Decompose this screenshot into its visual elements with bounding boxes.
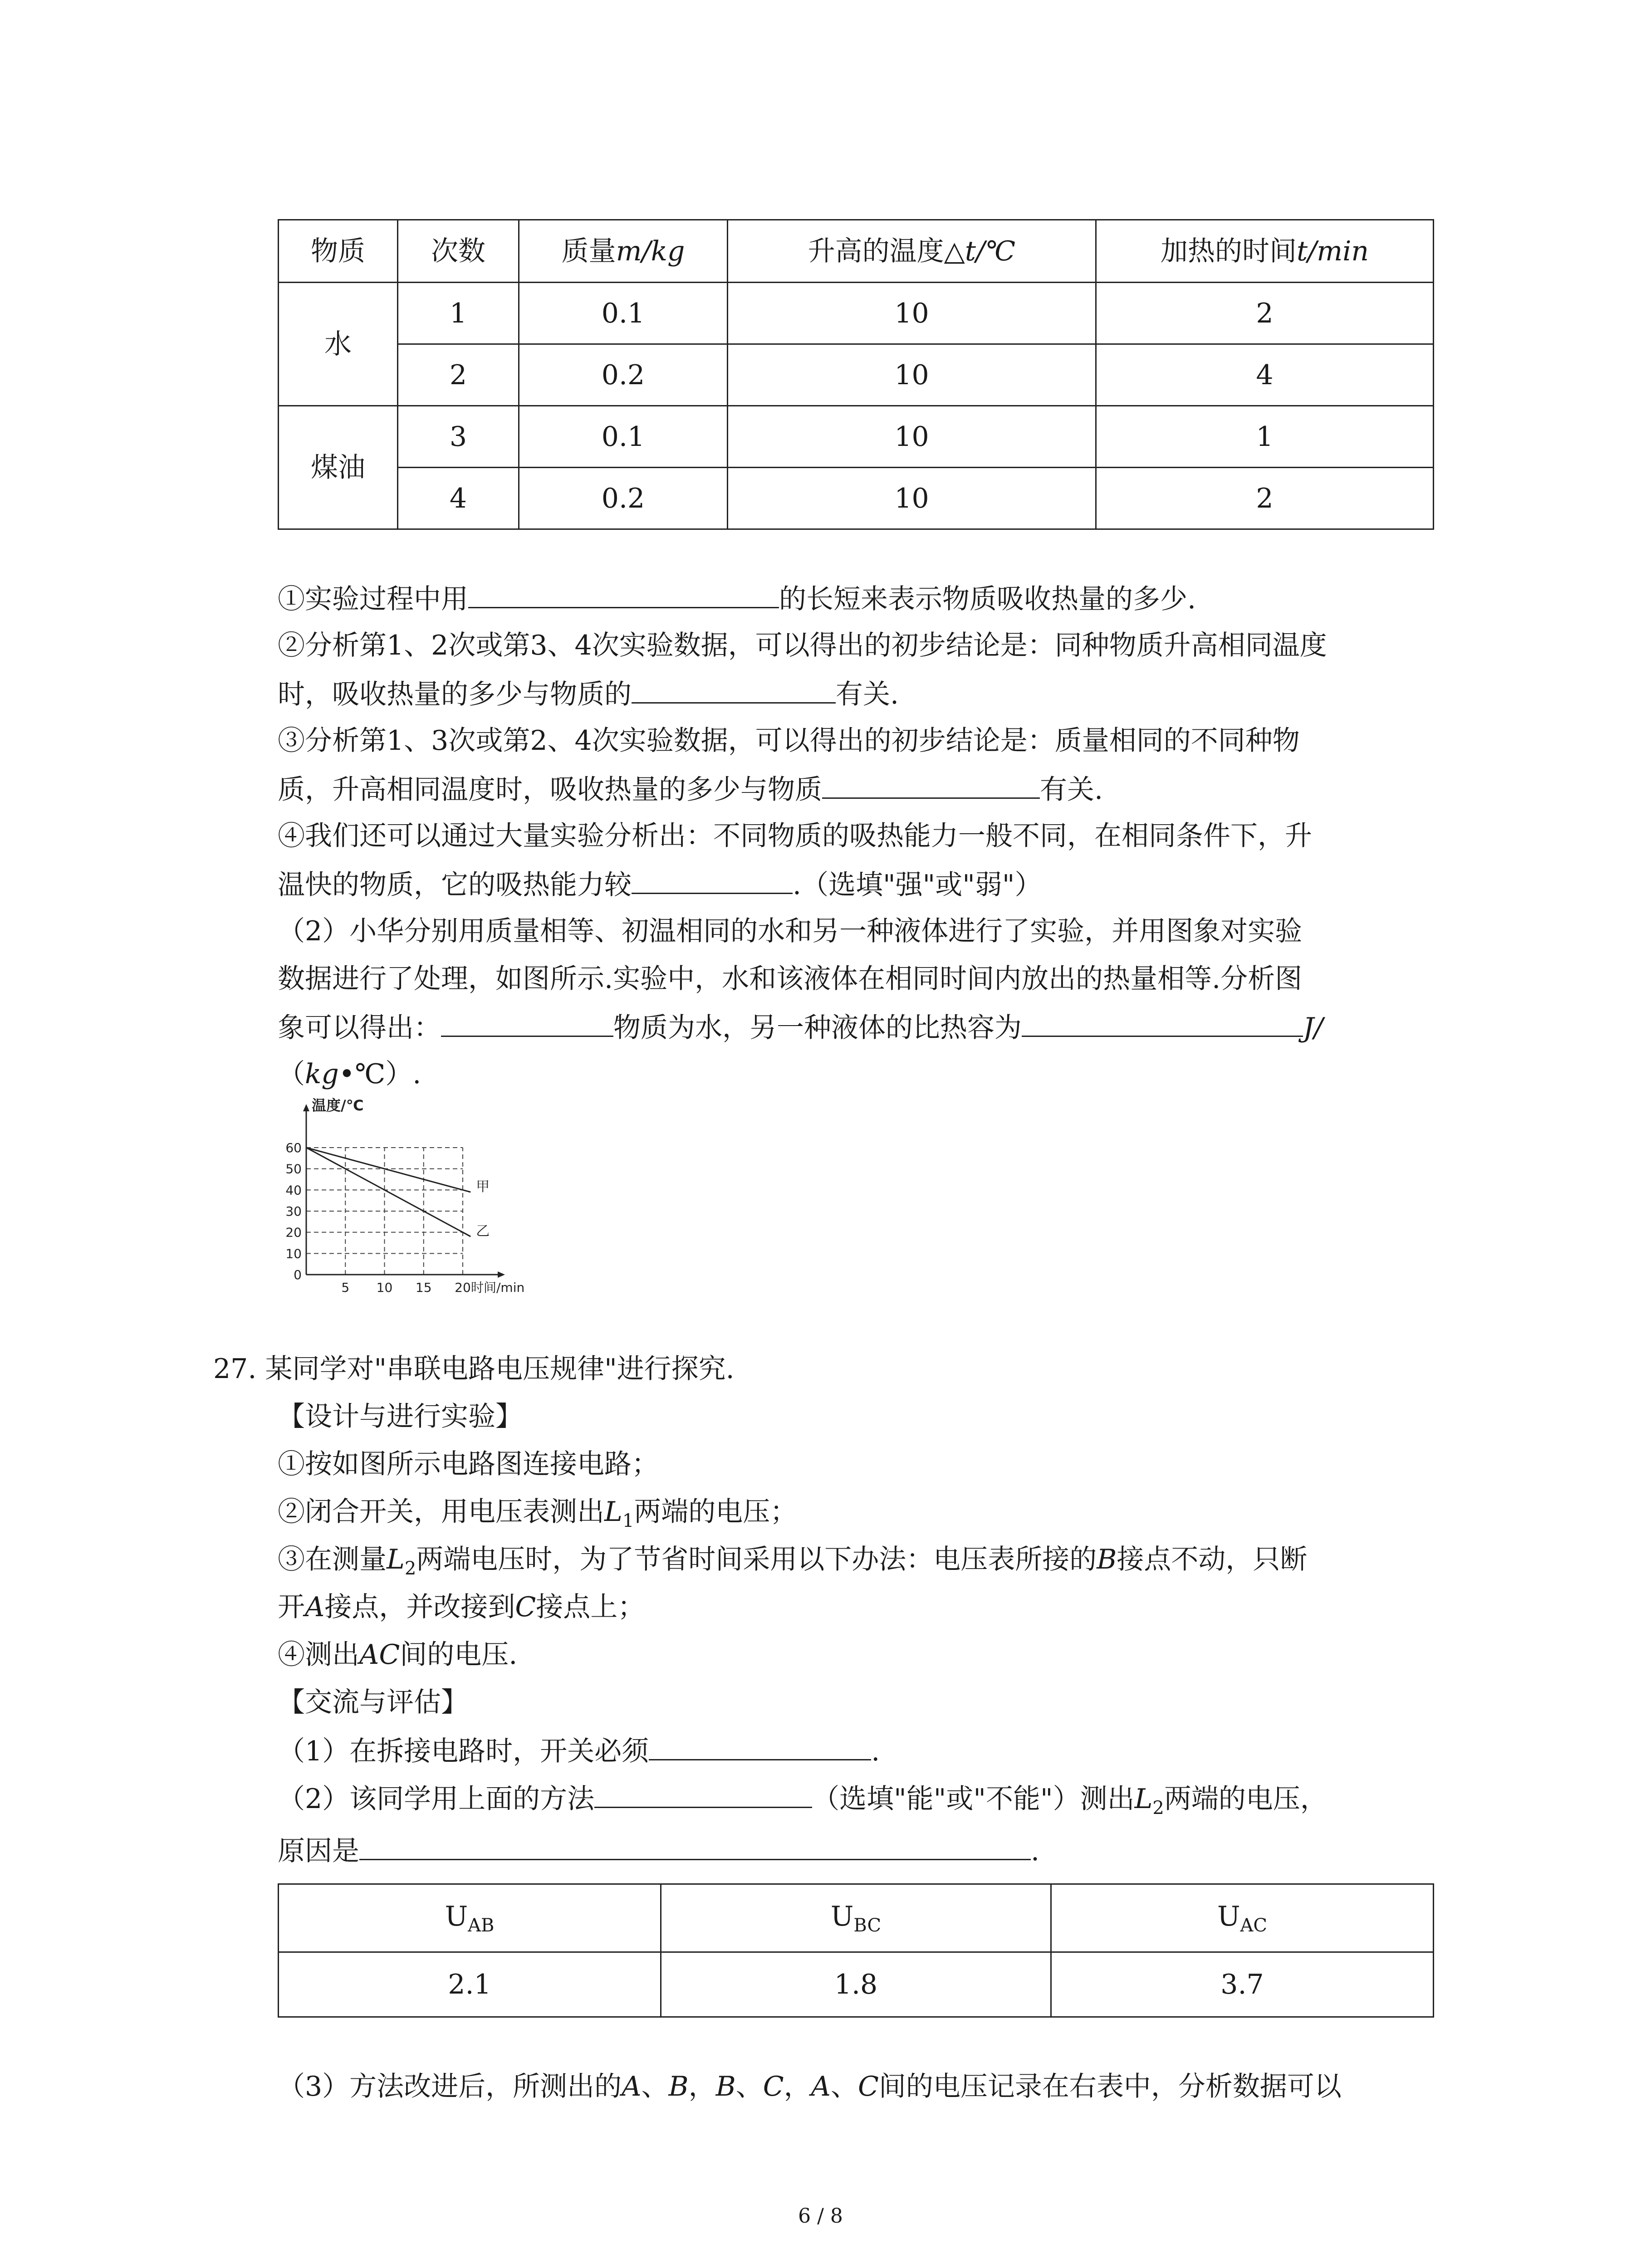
y-tick-label: 40 bbox=[285, 1183, 302, 1198]
voltage-table bbox=[278, 1883, 1434, 2018]
substance-kerosene: 煤油 bbox=[279, 406, 398, 529]
header-ubc: $U_{BC}$ bbox=[661, 1884, 1051, 1952]
answer-blank[interactable] bbox=[594, 1775, 812, 1808]
x-tick-label: 15 bbox=[415, 1280, 432, 1295]
q-line-4: ③分析第1、3次或第2、4次实验数据，可以得出的初步结论是：质量相同的不同种物 bbox=[278, 725, 1300, 757]
chart-grid bbox=[306, 1148, 463, 1275]
answer-blank[interactable] bbox=[1022, 1004, 1303, 1037]
chart-axes bbox=[303, 1104, 505, 1278]
answer-blank[interactable] bbox=[632, 861, 793, 894]
x-tick-label: 5 bbox=[341, 1280, 350, 1295]
x-tick-label: 20 bbox=[455, 1280, 471, 1295]
cell-mass: 0.2 bbox=[519, 468, 728, 529]
cell-dt: 10 bbox=[728, 283, 1096, 344]
y-tick-label: 30 bbox=[285, 1204, 302, 1219]
y-tick-label: 20 bbox=[285, 1225, 302, 1240]
value-ubc: 1.8 bbox=[661, 1952, 1051, 2017]
step-2: ②闭合开关，用电压表测出$L_1$两端的电压； bbox=[278, 1496, 798, 1531]
temperature-time-chart bbox=[272, 1098, 590, 1297]
table-row bbox=[279, 468, 1434, 529]
series-label-1: 甲 bbox=[476, 1179, 490, 1195]
value-uab: 2.1 bbox=[279, 1952, 661, 2017]
cell-dt: 10 bbox=[728, 406, 1096, 468]
table-row bbox=[279, 283, 1434, 344]
y-axis-arrow bbox=[303, 1104, 309, 1111]
q-line-9: 数据进行了处理，如图所示.实验中，水和该液体在相同时间内放出的热量相等.分析图 bbox=[278, 963, 1303, 995]
chart-labels bbox=[285, 1098, 524, 1295]
q-line-6: ④我们还可以通过大量实验分析出：不同物质的吸热能力一般不同，在相同条件下，升 bbox=[278, 820, 1312, 852]
eval-2-reason: 原因是 . bbox=[278, 1827, 1039, 1874]
q-line-10: 象可以得出： 物质为水，另一种液体的比热容为 J/ bbox=[278, 1004, 1323, 1051]
cell-time: 4 bbox=[1096, 344, 1434, 406]
y-tick-label: 10 bbox=[285, 1246, 302, 1261]
cell-mass: 0.1 bbox=[519, 406, 728, 468]
q27-title: 27. 某同学对"串联电路电压规律"进行探究. bbox=[213, 1353, 735, 1385]
answer-blank[interactable] bbox=[468, 575, 779, 608]
header-uab: $U_{AB}$ bbox=[279, 1884, 661, 1952]
y-axis-label: 温度/℃ bbox=[312, 1098, 364, 1114]
step-1: ①按如图所示电路图连接电路； bbox=[278, 1448, 659, 1480]
q-line-7: 温快的物质，它的吸热能力较 .（选填"强"或"弱"） bbox=[278, 861, 1042, 908]
header-uac: $U_{AC}$ bbox=[1051, 1884, 1434, 1952]
cell-dt: 10 bbox=[728, 468, 1096, 529]
cell-mass: 0.1 bbox=[519, 283, 728, 344]
eval-3: （3）方法改进后，所测出的A、B，B、C，A、C间的电压记录在右表中，分析数据可以 bbox=[278, 2071, 1342, 2102]
eval-2: （2）该同学用上面的方法 （选填"能"或"不能"）测出$L_2$两端的电压， bbox=[278, 1775, 1327, 1831]
y-tick-label: 0 bbox=[294, 1267, 302, 1282]
x-axis-arrow bbox=[498, 1271, 505, 1278]
header-mass: 质量m/kg bbox=[519, 220, 728, 283]
answer-blank[interactable] bbox=[649, 1727, 871, 1760]
eval-heading: 【交流与评估】 bbox=[278, 1686, 468, 1718]
voltage-header-row bbox=[279, 1884, 1434, 1952]
q-line-3: 时，吸收热量的多少与物质的 有关. bbox=[278, 670, 899, 717]
answer-blank[interactable] bbox=[441, 1004, 613, 1037]
cell-time: 1 bbox=[1096, 406, 1434, 468]
cell-mass: 0.2 bbox=[519, 344, 728, 406]
cell-n: 3 bbox=[398, 406, 519, 468]
series-line-2 bbox=[306, 1148, 470, 1237]
answer-blank[interactable] bbox=[359, 1827, 1031, 1860]
q-line-2: ②分析第1、2次或第3、4次实验数据，可以得出的初步结论是：同种物质升高相同温度 bbox=[278, 630, 1327, 661]
design-heading: 【设计与进行实验】 bbox=[278, 1401, 523, 1432]
chart-series bbox=[306, 1148, 470, 1237]
q-line-5: 质，升高相同温度时，吸收热量的多少与物质 有关. bbox=[278, 766, 1103, 812]
q-line-1: ①实验过程中用 的长短来表示物质吸收热量的多少. bbox=[278, 575, 1196, 622]
cell-n: 2 bbox=[398, 344, 519, 406]
x-tick-label: 10 bbox=[376, 1280, 393, 1295]
value-uac: 3.7 bbox=[1051, 1952, 1434, 2017]
step-3: ③在测量$L_2$两端电压时，为了节省时间采用以下办法：电压表所接的B接点不动，只断 bbox=[278, 1544, 1308, 1579]
step-3-cont: 开A接点，并改接到C接点上； bbox=[278, 1591, 645, 1623]
specific-heat-table bbox=[278, 219, 1434, 530]
step-4: ④测出AC间的电压. bbox=[278, 1639, 518, 1671]
series-label-2: 乙 bbox=[476, 1223, 490, 1239]
table-row bbox=[279, 406, 1434, 468]
q-line-8: （2）小华分别用质量相等、初温相同的水和另一种液体进行了实验，并用图象对实验 bbox=[278, 915, 1303, 947]
cell-n: 1 bbox=[398, 283, 519, 344]
header-temp-rise: 升高的温度△t/℃ bbox=[728, 220, 1096, 283]
y-tick-label: 60 bbox=[285, 1140, 302, 1155]
answer-blank[interactable] bbox=[822, 766, 1040, 799]
y-tick-label: 50 bbox=[285, 1161, 302, 1177]
header-count: 次数 bbox=[398, 220, 519, 283]
table-header-row bbox=[279, 220, 1434, 283]
voltage-values-row bbox=[279, 1952, 1434, 2017]
x-axis-label: 时间/min bbox=[471, 1280, 525, 1295]
answer-blank[interactable] bbox=[632, 670, 836, 704]
page-number: 6 / 8 bbox=[798, 2204, 843, 2228]
header-heat-time: 加热的时间t/min bbox=[1096, 220, 1434, 283]
substance-water: 水 bbox=[279, 283, 398, 406]
table-row bbox=[279, 344, 1434, 406]
cell-time: 2 bbox=[1096, 468, 1434, 529]
cell-n: 4 bbox=[398, 468, 519, 529]
q-line-11: （kg•℃）. bbox=[278, 1058, 421, 1090]
header-substance: 物质 bbox=[279, 220, 398, 283]
series-line-1 bbox=[306, 1148, 470, 1192]
eval-1: （1）在拆接电路时，开关必须 . bbox=[278, 1727, 880, 1774]
cell-dt: 10 bbox=[728, 344, 1096, 406]
cell-time: 2 bbox=[1096, 283, 1434, 344]
